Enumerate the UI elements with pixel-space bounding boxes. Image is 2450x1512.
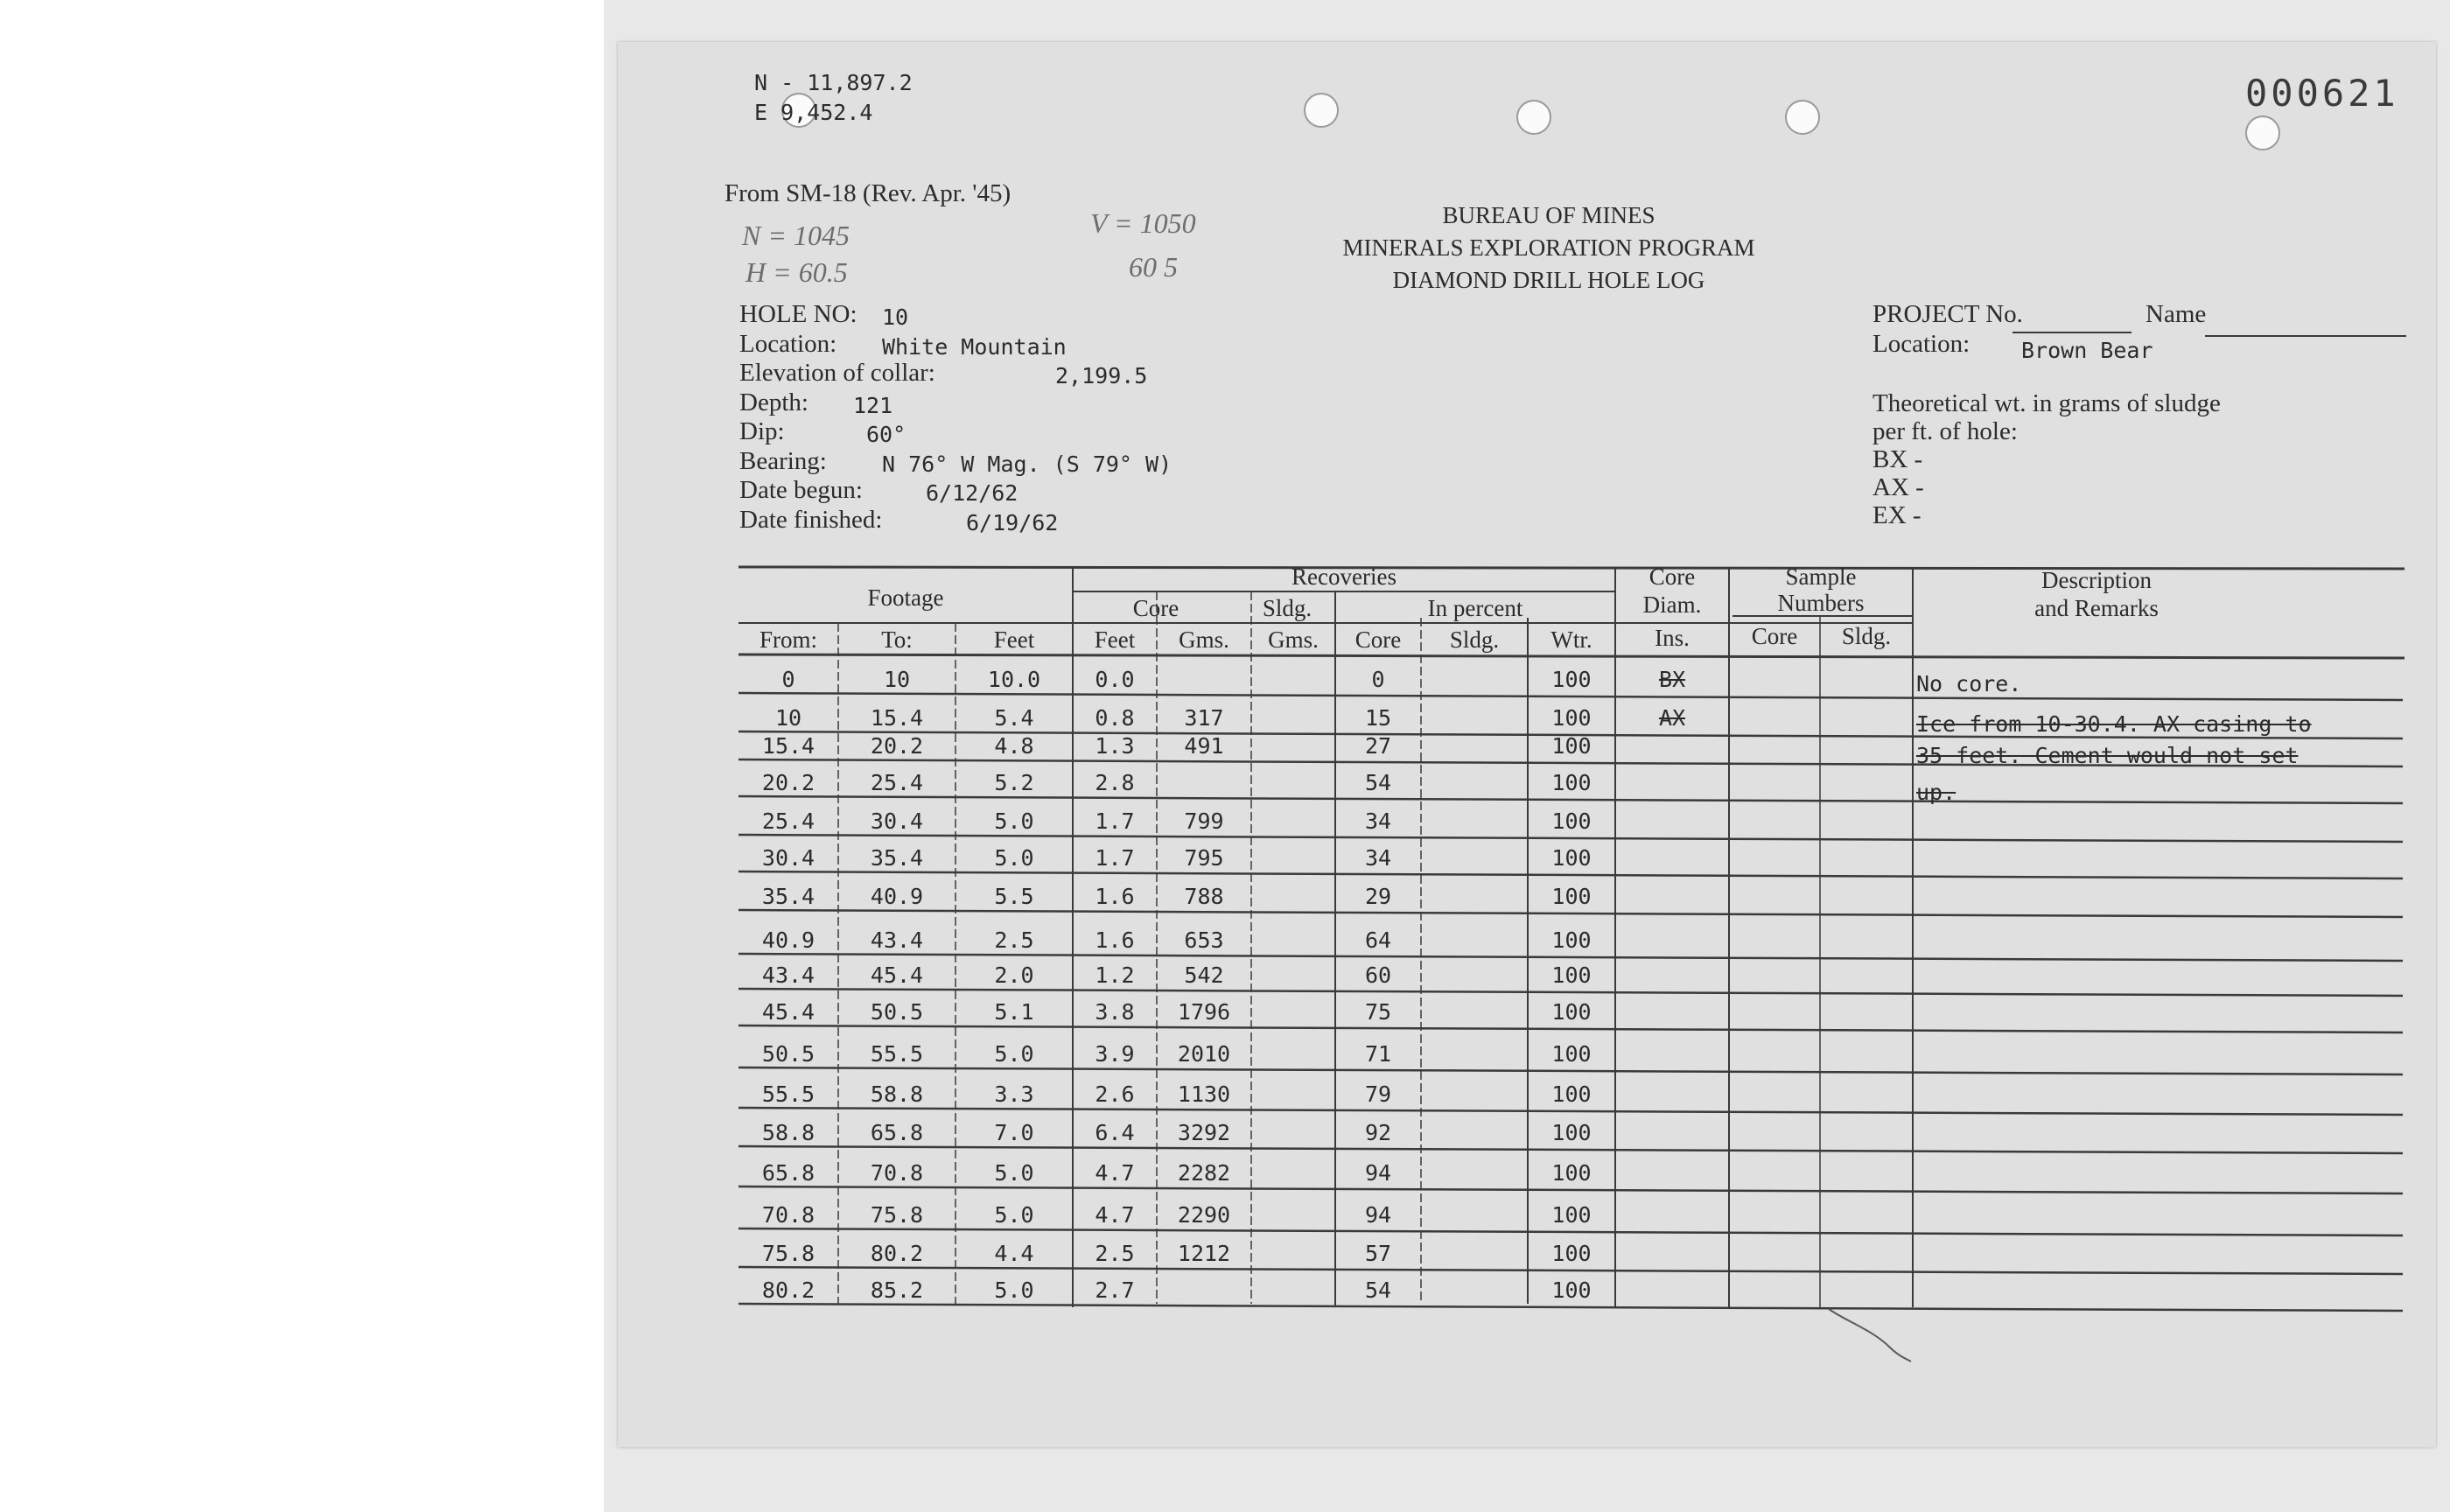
title-line: BUREAU OF MINES (1442, 202, 1656, 228)
cell-core-gms: 317 (1184, 705, 1224, 731)
cell-from: 43.4 (761, 962, 816, 988)
sludge-ex: EX - (1872, 501, 1922, 529)
cell-feet: 5.0 (994, 1278, 1034, 1303)
cell-wtr: 100 (1551, 1082, 1592, 1107)
header-core-diam: Core (1648, 564, 1696, 590)
cell-to: 10 (883, 667, 911, 692)
hole-info-value: 121 (853, 392, 893, 418)
row-rule (738, 1108, 2403, 1115)
hole-info-value: White Mountain (882, 333, 1067, 360)
row-rule (738, 954, 2403, 961)
cell-to: 80.2 (870, 1241, 924, 1266)
remark-line: Ice from 10-30.4. AX casing to (1916, 711, 2312, 737)
cell-core-feet: 6.4 (1095, 1120, 1135, 1145)
cell-pct-core: 64 (1364, 928, 1392, 953)
row-rule (738, 1186, 2403, 1194)
cell-to: 25.4 (870, 770, 924, 795)
hole-info-value: N 76° W Mag. (S 79° W) (882, 451, 1172, 477)
cell-to: 75.8 (870, 1202, 924, 1228)
header-description: and Remarks (2034, 595, 2159, 621)
cell-pct-core: 15 (1364, 705, 1392, 731)
cell-pct-core: 79 (1364, 1082, 1392, 1107)
title-line: MINERALS EXPLORATION PROGRAM (1342, 234, 1755, 261)
cell-core-feet: 2.6 (1095, 1082, 1135, 1107)
cell-core-feet: 4.7 (1095, 1160, 1135, 1186)
cell-to: 70.8 (870, 1160, 924, 1186)
cell-wtr: 100 (1551, 705, 1592, 731)
cell-pct-core: 94 (1364, 1202, 1392, 1228)
cell-to: 65.8 (870, 1120, 924, 1145)
row-rule (738, 1304, 2403, 1311)
cell-pct-core: 54 (1364, 1278, 1392, 1303)
cell-from: 55.5 (761, 1082, 816, 1107)
cell-from: 25.4 (761, 808, 816, 834)
cell-to: 20.2 (870, 733, 924, 759)
cell-feet: 5.0 (994, 808, 1034, 834)
cell-wtr: 100 (1551, 1202, 1592, 1228)
hole-info-value: 6/12/62 (926, 480, 1018, 506)
remark-line: up. (1916, 780, 1956, 805)
hole-info-label: Location: (739, 329, 837, 358)
cell-core-gms: 1130 (1177, 1082, 1231, 1107)
cell-core-feet: 2.8 (1095, 770, 1135, 795)
cell-feet: 4.4 (994, 1241, 1034, 1266)
header-from: From: (759, 626, 817, 653)
cell-pct-core: 27 (1364, 733, 1392, 759)
cell-feet: 5.2 (994, 770, 1034, 795)
cell-to: 50.5 (870, 999, 924, 1025)
row-rule (738, 1026, 2403, 1032)
header-sample-numbers: Numbers (1777, 590, 1865, 616)
cell-feet: 5.4 (994, 705, 1034, 731)
sludge-ax: AX - (1872, 473, 1924, 501)
cell-core-diam: AX (1658, 705, 1686, 731)
cell-core-feet: 2.5 (1095, 1241, 1135, 1266)
cell-from: 65.8 (761, 1160, 816, 1186)
cell-core-feet: 1.6 (1095, 884, 1135, 909)
cell-from: 50.5 (761, 1041, 816, 1067)
cell-pct-core: 34 (1364, 845, 1392, 871)
cell-core-gms: 2282 (1177, 1160, 1231, 1186)
header-wtr: Wtr. (1550, 626, 1592, 653)
cell-to: 58.8 (870, 1082, 924, 1107)
remark-line: 35 feet. Cement would not set (1916, 743, 2299, 768)
cell-wtr: 100 (1551, 884, 1592, 909)
cell-core-feet: 1.6 (1095, 928, 1135, 953)
row-rule (738, 872, 2403, 878)
remark-line: No core. (1916, 671, 2022, 696)
cell-pct-core: 75 (1364, 999, 1392, 1025)
handwritten-note: H = 60.5 (746, 256, 848, 288)
cell-pct-core: 71 (1364, 1041, 1392, 1067)
hole-info-label: Bearing: (739, 446, 827, 475)
cell-core-feet: 1.7 (1095, 808, 1135, 834)
cell-core-feet: 3.8 (1095, 999, 1135, 1025)
row-rule (738, 989, 2403, 996)
cell-from: 75.8 (761, 1241, 816, 1266)
cell-feet: 3.3 (994, 1082, 1034, 1107)
cell-core-gms: 491 (1184, 733, 1224, 759)
row-rule (738, 1068, 2403, 1074)
cell-core-gms: 2290 (1177, 1202, 1231, 1228)
cell-pct-core: 94 (1364, 1160, 1392, 1186)
cell-wtr: 100 (1551, 1041, 1592, 1067)
row-rule (738, 1228, 2403, 1236)
cell-from: 35.4 (761, 884, 816, 909)
cell-wtr: 100 (1551, 845, 1592, 871)
cell-feet: 5.0 (994, 845, 1034, 871)
cell-from: 20.2 (761, 770, 816, 795)
coord-east: E 9,452.4 (754, 100, 873, 125)
cell-wtr: 100 (1551, 770, 1592, 795)
row-rule (738, 835, 2403, 842)
cell-from: 80.2 (761, 1278, 816, 1303)
cell-to: 40.9 (870, 884, 924, 909)
sludge-note: Theoretical wt. in grams of sludge (1872, 389, 2221, 417)
hole-info-label: Dip: (739, 417, 785, 445)
hole-info-value: 60° (866, 422, 906, 447)
cell-from: 40.9 (761, 928, 816, 953)
hole-info-label: Date finished: (739, 505, 883, 534)
cell-core-feet: 1.2 (1095, 962, 1135, 988)
header-core-diam: Diam. (1642, 592, 1702, 618)
cell-core-feet: 4.7 (1095, 1202, 1135, 1228)
cell-to: 43.4 (870, 928, 924, 953)
cell-core-feet: 1.3 (1095, 733, 1135, 759)
project-location-value: Brown Bear (2021, 338, 2153, 363)
cell-from: 10 (774, 705, 802, 731)
cell-to: 15.4 (870, 705, 924, 731)
cell-wtr: 100 (1551, 667, 1592, 692)
row-rule (738, 910, 2403, 917)
form-reference: From SM-18 (Rev. Apr. '45) (724, 179, 1012, 207)
cell-feet: 5.0 (994, 1041, 1034, 1067)
cell-to: 55.5 (870, 1041, 924, 1067)
cell-core-diam: BX (1658, 667, 1686, 692)
header-feet: Feet (993, 626, 1035, 653)
cell-from: 15.4 (761, 733, 816, 759)
cell-feet: 7.0 (994, 1120, 1034, 1145)
cell-pct-core: 60 (1364, 962, 1392, 988)
hole-info-value: 6/19/62 (966, 509, 1059, 536)
cell-pct-core: 92 (1364, 1120, 1392, 1145)
coord-north: N - 11,897.2 (754, 70, 913, 95)
header-core: Core (1132, 595, 1180, 621)
cell-core-gms: 653 (1184, 928, 1224, 953)
cell-from: 70.8 (761, 1202, 816, 1228)
cell-to: 85.2 (870, 1278, 924, 1303)
header-to: To: (881, 626, 913, 653)
cell-wtr: 100 (1551, 1278, 1592, 1303)
cell-from: 58.8 (761, 1120, 816, 1145)
cell-core-gms: 799 (1184, 808, 1224, 834)
cell-to: 45.4 (870, 962, 924, 988)
row-rule (738, 1146, 2403, 1153)
hole-info-label: Elevation of collar: (739, 359, 935, 387)
row-rule (738, 693, 2403, 700)
title-line: DIAMOND DRILL HOLE LOG (1392, 267, 1705, 293)
cell-core-gms: 3292 (1177, 1120, 1231, 1145)
cell-feet: 5.5 (994, 884, 1034, 909)
header-sample-core: Core (1751, 623, 1798, 649)
cell-wtr: 100 (1551, 928, 1592, 953)
cell-core-gms: 795 (1184, 845, 1224, 871)
header-pct-sldg: Sldg. (1449, 626, 1500, 653)
cell-pct-core: 0 (1371, 667, 1385, 692)
cell-pct-core: 34 (1364, 808, 1392, 834)
sludge-bx: BX - (1872, 445, 1923, 473)
header-sample-numbers: Sample (1785, 564, 1857, 590)
cell-from: 45.4 (761, 999, 816, 1025)
row-rule (738, 796, 2403, 803)
header-sldg: Sldg. (1262, 595, 1312, 621)
hole-info-label: Depth: (739, 388, 808, 416)
hole-info-value: 2,199.5 (1055, 363, 1148, 388)
cell-pct-core: 57 (1364, 1241, 1392, 1266)
header-core-feet: Feet (1094, 626, 1136, 653)
header-pct-core: Core (1354, 626, 1402, 653)
cell-wtr: 100 (1551, 999, 1592, 1025)
cell-to: 30.4 (870, 808, 924, 834)
document-number-stamp: 000621 (2245, 72, 2399, 115)
header-sample-sldg: Sldg. (1841, 623, 1892, 649)
handwritten-note: N = 1045 (742, 220, 850, 251)
header-recoveries: Recoveries (1292, 564, 1396, 590)
cell-core-gms: 542 (1184, 962, 1224, 988)
cell-feet: 5.0 (994, 1202, 1034, 1228)
cell-core-gms: 1212 (1177, 1241, 1231, 1266)
cell-pct-core: 29 (1364, 884, 1392, 909)
cell-wtr: 100 (1551, 1160, 1592, 1186)
cell-core-gms: 788 (1184, 884, 1224, 909)
header-description: Description (2041, 567, 2152, 593)
cell-to: 35.4 (870, 845, 924, 871)
cell-wtr: 100 (1551, 1241, 1592, 1266)
header-core-gms: Gms. (1179, 626, 1229, 653)
hole-info-label: HOLE NO: (739, 300, 858, 328)
cell-wtr: 100 (1551, 808, 1592, 834)
cell-core-feet: 2.7 (1095, 1278, 1135, 1303)
header-core-diam: Ins. (1655, 625, 1690, 651)
handwritten-note: V = 1050 (1090, 207, 1196, 239)
cell-core-feet: 3.9 (1095, 1041, 1135, 1067)
cell-wtr: 100 (1551, 1120, 1592, 1145)
handwritten-note: 60 5 (1129, 251, 1178, 283)
sludge-note: per ft. of hole: (1872, 417, 2018, 445)
cell-wtr: 100 (1551, 962, 1592, 988)
hole-info-value: 10 (882, 304, 909, 330)
header-footage: Footage (867, 584, 944, 611)
cell-feet: 2.0 (994, 962, 1034, 988)
cell-feet: 5.1 (994, 999, 1034, 1025)
header-sldg-gms: Gms. (1268, 626, 1319, 653)
header-in-percent: In percent (1427, 595, 1523, 621)
cell-feet: 2.5 (994, 928, 1034, 953)
cell-feet: 4.8 (994, 733, 1034, 759)
cell-pct-core: 54 (1364, 770, 1392, 795)
cell-core-feet: 0.0 (1095, 667, 1135, 692)
cell-from: 30.4 (761, 845, 816, 871)
cell-wtr: 100 (1551, 733, 1592, 759)
project-name-label: Name (2146, 300, 2207, 328)
cell-feet: 10.0 (987, 667, 1041, 692)
project-location-label: Location: (1872, 330, 1970, 358)
cell-from: 0 (781, 667, 795, 692)
cell-feet: 5.0 (994, 1160, 1034, 1186)
cell-core-feet: 1.7 (1095, 845, 1135, 871)
project-no-label: PROJECT No. (1872, 300, 2023, 328)
hole-info-label: Date begun: (739, 476, 863, 504)
cell-core-feet: 0.8 (1095, 705, 1135, 731)
cell-core-gms: 1796 (1177, 999, 1231, 1025)
cell-core-gms: 2010 (1177, 1041, 1231, 1067)
row-rule (738, 1267, 2403, 1274)
